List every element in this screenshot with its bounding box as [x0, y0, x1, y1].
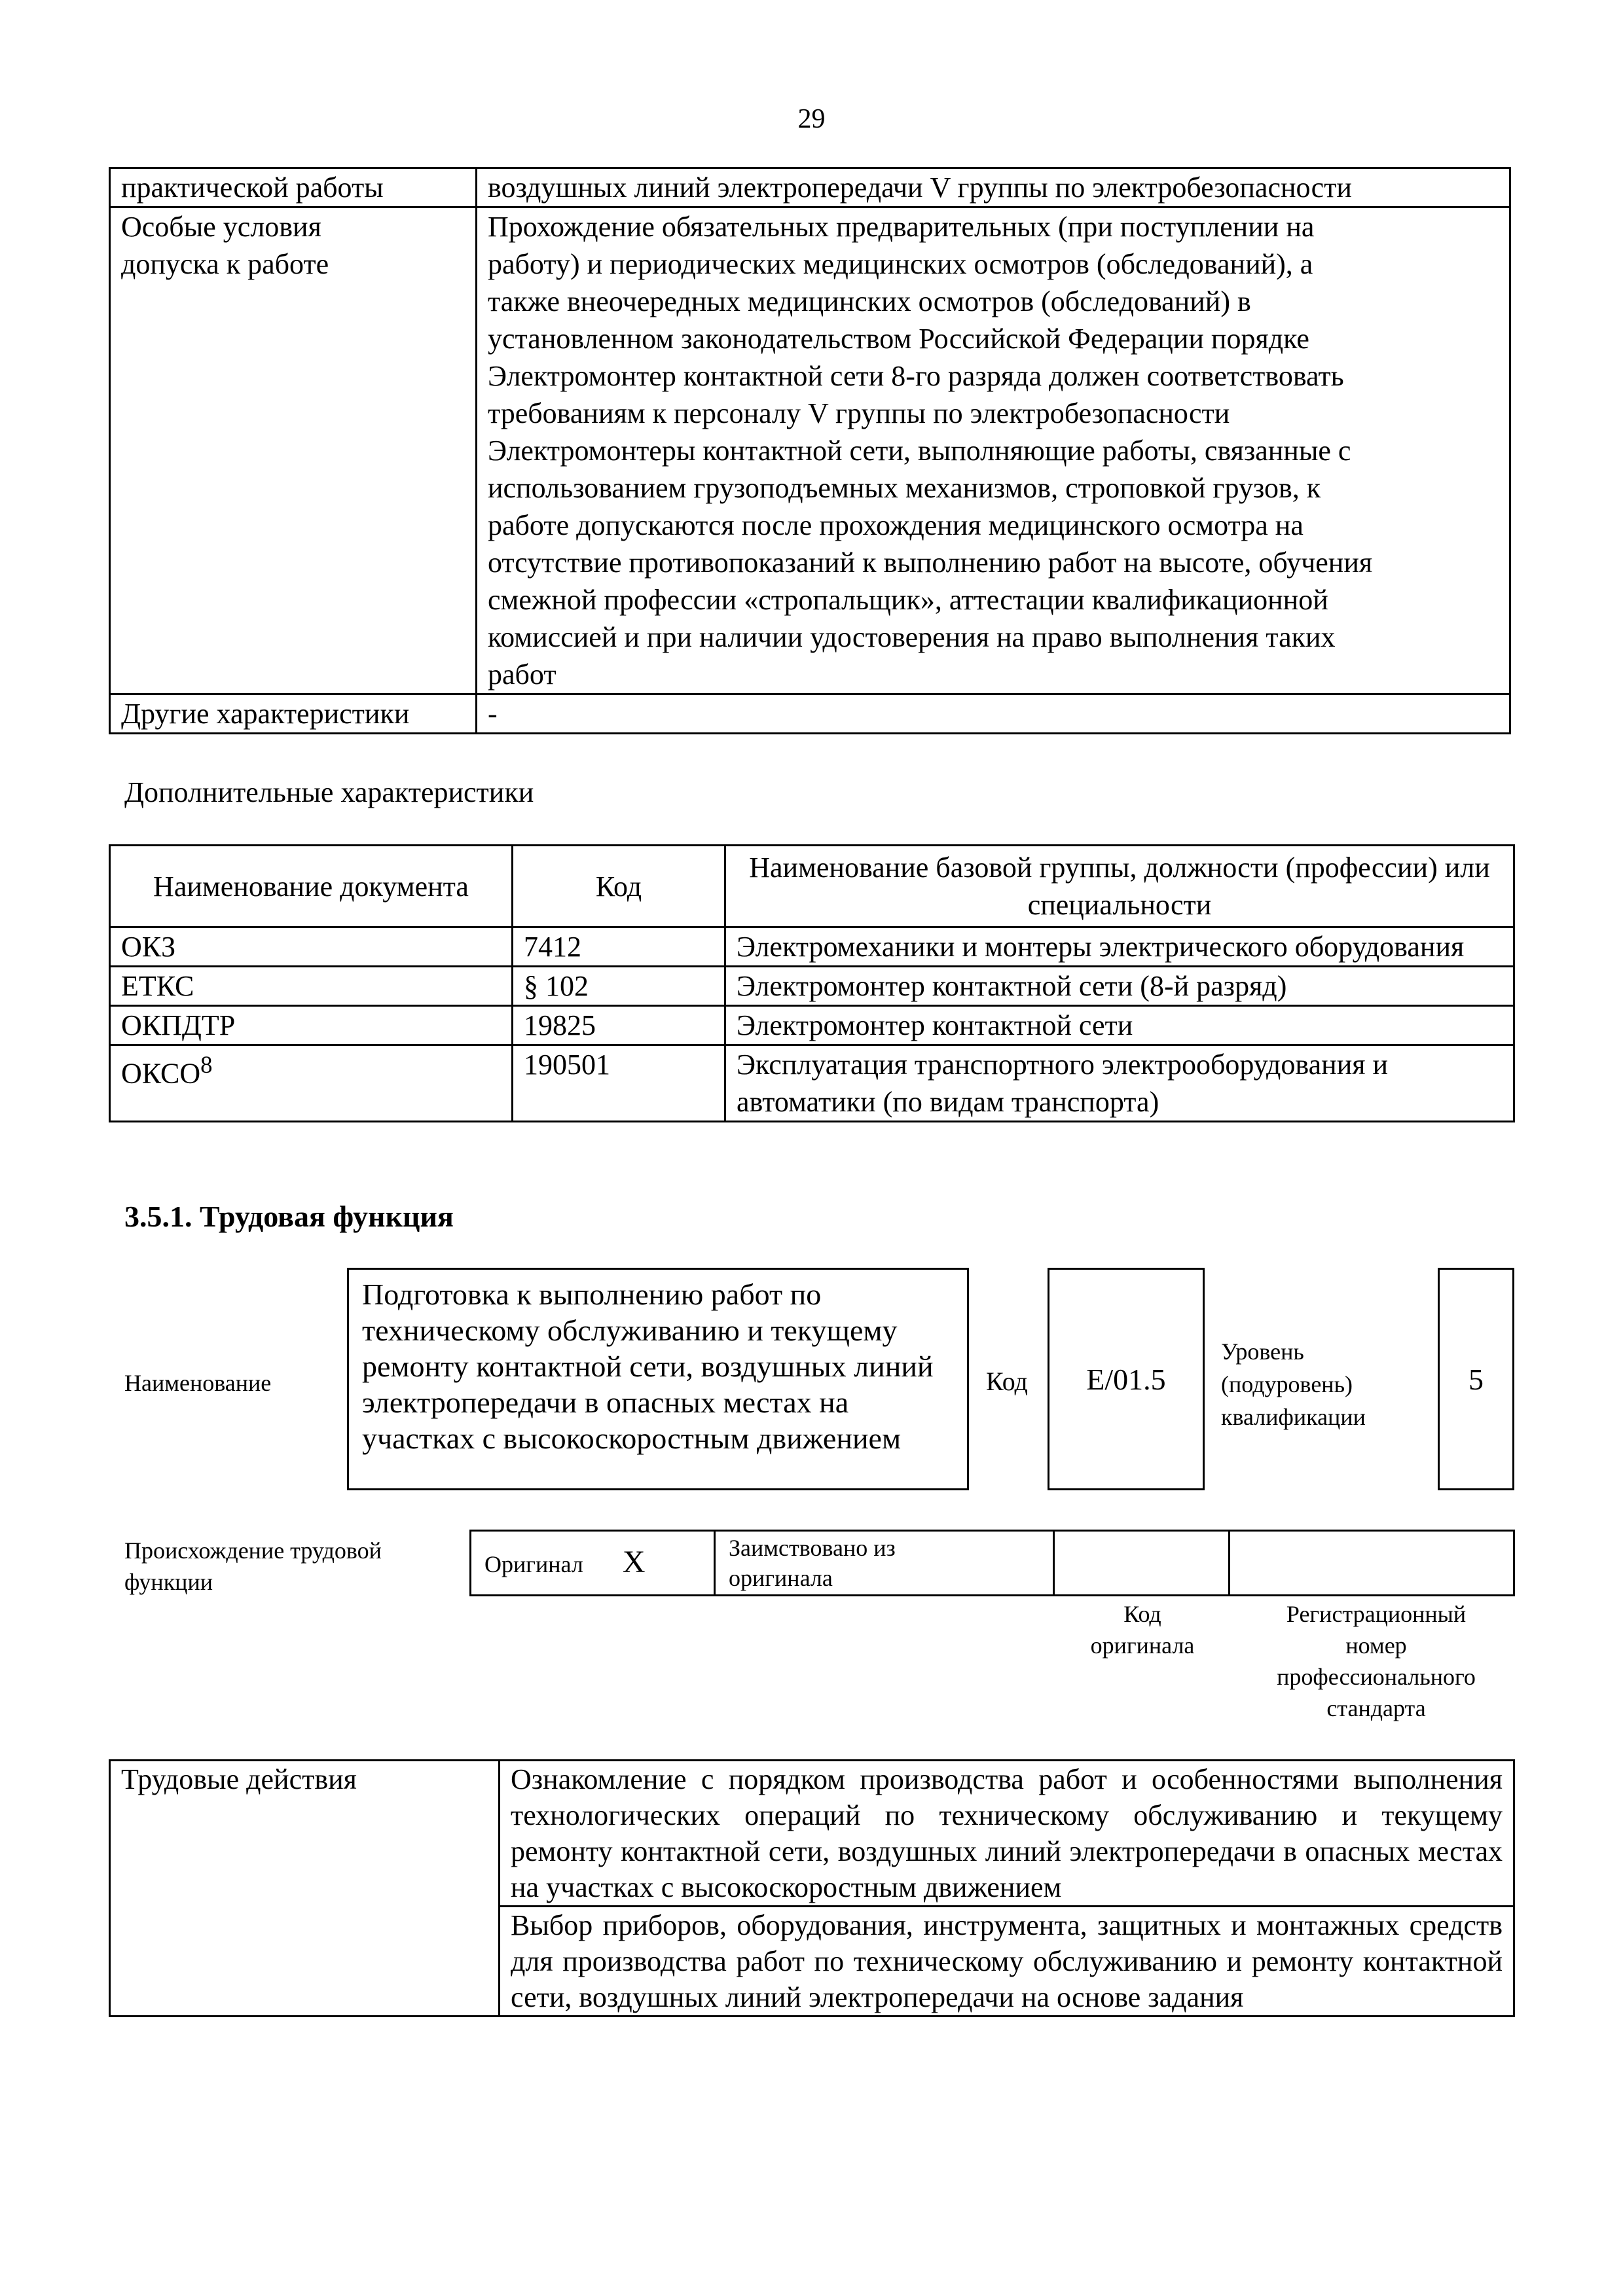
text-line: допуска к работе: [121, 248, 329, 280]
table-header-row: [110, 846, 1514, 927]
text-line: Особые условия: [121, 211, 321, 243]
text-line: комиссией и при наличии удостоверения на право выполнения таких: [488, 621, 1336, 653]
column-header: Код: [513, 846, 725, 927]
code-original-cell: [1054, 1531, 1230, 1596]
code-original-label: [1064, 1598, 1221, 1661]
table-cell-value: -: [477, 694, 1510, 734]
code-label: Код: [986, 1367, 1028, 1396]
table-cell-doc: ОКПДТР: [110, 1006, 513, 1045]
page-number: 29: [797, 104, 826, 134]
function-code: E/01.5: [1086, 1362, 1166, 1396]
table-row: [110, 1045, 1514, 1122]
table-cell-label: Другие характеристики: [110, 694, 477, 734]
reg-number-label: [1237, 1598, 1515, 1724]
text-line: квалификации: [1221, 1404, 1366, 1430]
labor-actions-table: [109, 1759, 1515, 2017]
origin-table: [469, 1530, 1515, 1596]
doc-name: ОКСО: [121, 1057, 201, 1090]
text-line: использованием грузоподъемных механизмов, строповкой грузов, к: [488, 472, 1321, 504]
text-line: Код: [1123, 1601, 1161, 1627]
text-line: номер: [1345, 1632, 1407, 1659]
qualification-conditions-table: [109, 167, 1511, 734]
text-line: требованиям к персоналу V группы по электробезопасности: [488, 397, 1230, 429]
original-cell: [471, 1531, 715, 1596]
origin-label: [124, 1535, 382, 1598]
table-row: [110, 1761, 1514, 1907]
text-line: Уровень: [1221, 1338, 1304, 1365]
original-mark: X: [622, 1544, 646, 1579]
table-row: [110, 1006, 1514, 1045]
reg-number-cell: [1230, 1531, 1514, 1596]
table-cell-doc: ЕТКС: [110, 967, 513, 1006]
text-line: (подуровень): [1221, 1371, 1353, 1397]
table-cell-value: [477, 207, 1510, 694]
text-line: работу) и периодических медицинских осмотров (обследований), а: [488, 248, 1313, 280]
original-label: Оригинал: [484, 1551, 583, 1577]
table-cell-label: Трудовые действия: [110, 1761, 500, 2017]
table-cell-name: Электромонтер контактной сети (8-й разряд): [725, 967, 1514, 1006]
table-cell-action: Выбор приборов, оборудования, инструмента, защитных и монтажных средств для производства работ по техническому обслуживанию и ремонту контактной сети, воздушных линий электропередачи на основе задания: [500, 1907, 1514, 2017]
table-cell-action: Ознакомление с порядком производства работ и особенностями выполнения технологических операций по техническому обслуживанию и текущему ремонту контактной сети, воздушных линий электропередачи в опасных местах на участках с высокоскоростным движением: [500, 1761, 1514, 1907]
text-line: Происхождение трудовой: [124, 1537, 382, 1564]
table-cell-doc: [110, 1045, 513, 1122]
table-cell-label: [110, 207, 477, 694]
column-header: Наименование документа: [110, 846, 513, 927]
text-line: стандарта: [1326, 1695, 1426, 1721]
table-row: [110, 927, 1514, 967]
text-line: профессионального: [1277, 1664, 1476, 1690]
column-header: Наименование базовой группы, должности (профессии) или специальности: [725, 846, 1514, 927]
text-line: Электромонтеры контактной сети, выполняющие работы, связанные с: [488, 435, 1351, 467]
table-row: [471, 1531, 1514, 1596]
text-line: работе допускаются после прохождения медицинского осмотра на: [488, 509, 1304, 541]
text-line: Регистрационный: [1286, 1601, 1467, 1627]
text-line: Прохождение обязательных предварительных (при поступлении на: [488, 211, 1315, 243]
table-cell-doc: ОКЗ: [110, 927, 513, 967]
table-row: [110, 967, 1514, 1006]
table-cell-value: воздушных линий электропередачи V группы по электробезопасности: [477, 168, 1510, 207]
table-cell-code: 7412: [513, 927, 725, 967]
name-label: Наименование: [124, 1370, 272, 1396]
table-cell-name: Эксплуатация транспортного электрооборудования и автоматики (по видам транспорта): [725, 1045, 1514, 1122]
text-line: Электромонтер контактной сети 8-го разряда должен соответствовать: [488, 360, 1344, 392]
table-cell-name: Электромонтер контактной сети: [725, 1006, 1514, 1045]
text-line: оригинала: [729, 1565, 833, 1591]
additional-characteristics-table: [109, 844, 1515, 1122]
table-cell-label: практической работы: [110, 168, 477, 207]
table-row: [110, 694, 1510, 734]
footnote-ref: 8: [200, 1051, 213, 1078]
level-box: [1438, 1268, 1514, 1490]
table-cell-code: § 102: [513, 967, 725, 1006]
table-cell-name: Электромеханики и монтеры электрического оборудования: [725, 927, 1514, 967]
borrowed-cell: [715, 1531, 1054, 1596]
function-code-box: [1048, 1268, 1205, 1490]
text-line: работ: [488, 658, 556, 691]
section-heading: 3.5.1. Трудовая функция: [124, 1200, 454, 1233]
text-line: функции: [124, 1569, 213, 1595]
text-line: оригинала: [1090, 1632, 1195, 1659]
table-cell-code: 190501: [513, 1045, 725, 1122]
table-row: [110, 168, 1510, 207]
text-line: установленном законодательством Российской Федерации порядке: [488, 323, 1309, 355]
text-line: также внеочередных медицинских осмотров (обследований) в: [488, 285, 1251, 317]
function-name-box: Подготовка к выполнению работ по техническому обслуживанию и текущему ремонту контактной сети, воздушных линий электропередачи в опасных местах на участках с высокоскоростным движением: [347, 1268, 969, 1490]
text-line: Заимствовано из: [729, 1535, 896, 1561]
text-line: отсутствие противопоказаний к выполнению работ на высоте, обучения: [488, 547, 1373, 579]
level-value: 5: [1468, 1362, 1484, 1396]
additional-characteristics-heading: Дополнительные характеристики: [124, 776, 534, 808]
table-cell-code: 19825: [513, 1006, 725, 1045]
table-row: [110, 207, 1510, 694]
level-label: [1221, 1335, 1366, 1433]
text-line: смежной профессии «стропальщик», аттестации квалификационной: [488, 584, 1328, 616]
